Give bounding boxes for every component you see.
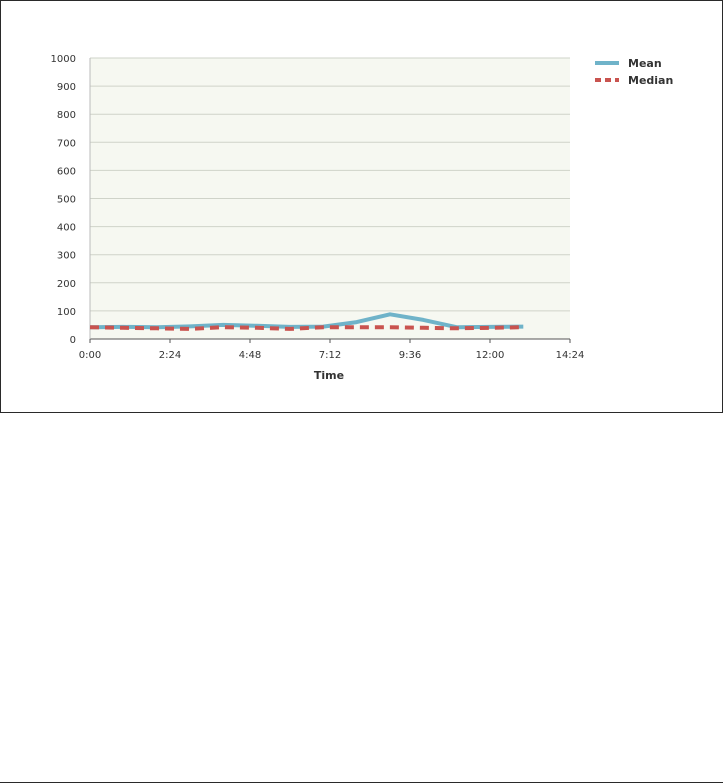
y-tick-label-0: 0 bbox=[69, 335, 76, 346]
y-tick-label-600: 600 bbox=[56, 166, 76, 178]
line-chart bbox=[1, 1, 722, 412]
y-tick-label-500: 500 bbox=[56, 194, 76, 206]
x-tick-label-4: 9:36 bbox=[398, 350, 422, 361]
y-tick-label-900: 900 bbox=[56, 82, 76, 94]
y-tick-label-100: 100 bbox=[56, 306, 76, 318]
x-tick-labels bbox=[79, 350, 585, 361]
y-tick-label-200: 200 bbox=[56, 278, 76, 290]
x-tick-label-1: 2:24 bbox=[158, 350, 182, 361]
x-tick-label-3: 7:12 bbox=[318, 350, 342, 361]
x-tick-label-0: 0:00 bbox=[78, 350, 102, 361]
y-tick-label-400: 400 bbox=[56, 222, 76, 234]
y-tick-label-700: 700 bbox=[56, 138, 76, 150]
y-tick-label-800: 800 bbox=[56, 110, 76, 122]
legend-label-median: Median bbox=[628, 74, 674, 87]
series-line-median bbox=[90, 327, 523, 329]
legend bbox=[595, 57, 673, 87]
legend-label-mean: Mean bbox=[628, 57, 662, 70]
x-tick-label-5: 12:00 bbox=[475, 350, 505, 361]
y-tick-label-300: 300 bbox=[56, 250, 76, 262]
x-tick-label-2: 4:48 bbox=[238, 350, 262, 361]
x-tick-label-6: 14:24 bbox=[555, 350, 585, 361]
x-axis-label: Time bbox=[313, 369, 345, 382]
bottom-rule bbox=[0, 782, 723, 783]
y-tick-label-1000: 1000 bbox=[50, 54, 76, 65]
y-tick-labels bbox=[51, 54, 76, 346]
